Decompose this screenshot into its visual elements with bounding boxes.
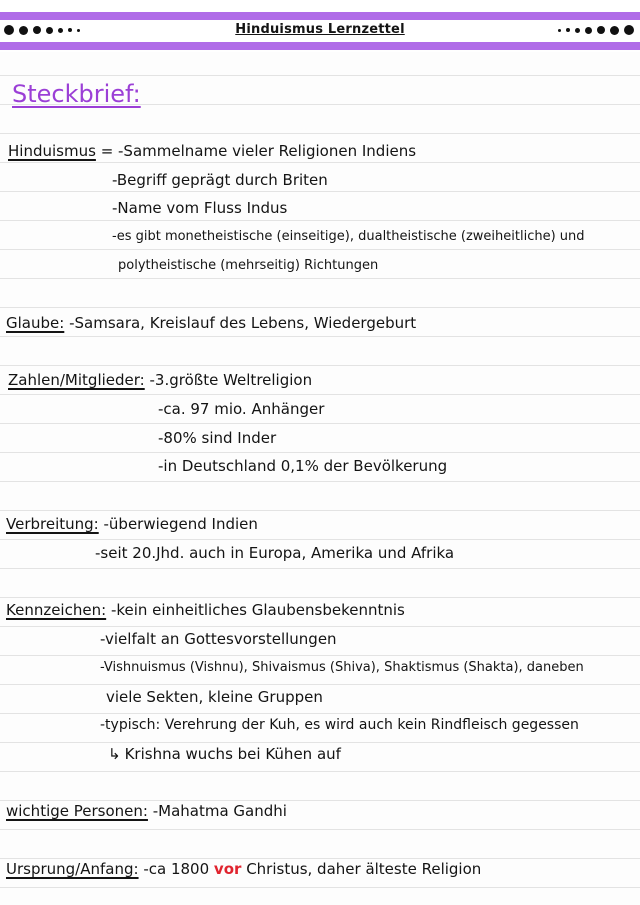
glaube-label: Glaube:	[6, 314, 65, 332]
verbreitung-line: -überwiegend Indien	[103, 515, 258, 533]
hinduismus-line: -Name vom Fluss Indus	[112, 199, 288, 217]
zahlen-line: -3.größte Weltreligion	[149, 371, 313, 389]
header-bottom-bar	[0, 42, 640, 50]
glaube-row	[6, 314, 416, 332]
zahlen-label: Zahlen/Mitglieder:	[8, 371, 145, 389]
kennzeichen-line: -vielfalt an Gottesvorstellungen	[100, 630, 337, 648]
zahlen-row	[8, 371, 312, 389]
steckbrief-heading: Steckbrief:	[12, 80, 141, 108]
ursprung-row	[6, 860, 481, 878]
hinduismus-label: Hinduismus	[8, 142, 96, 160]
ursprung-label: Ursprung/Anfang:	[6, 860, 139, 878]
verbreitung-label: Verbreitung:	[6, 515, 99, 533]
dot	[585, 27, 592, 34]
dot	[624, 25, 634, 35]
header-top-bar	[0, 12, 640, 20]
kennzeichen-line: Krishna wuchs bei Kühen auf	[124, 745, 341, 763]
kennzeichen-line: -Vishnuismus (Vishnu), Shivaismus (Shiva), Shaktismus (Shakta), daneben	[100, 660, 584, 675]
hinduismus-line: polytheistische (mehrseitig) Richtungen	[118, 258, 379, 273]
zahlen-line: -80% sind Inder	[158, 429, 277, 447]
verbreitung-row	[6, 515, 258, 533]
glaube-line: -Samsara, Kreislauf des Lebens, Wiedergeburt	[69, 314, 417, 332]
kennzeichen-line: viele Sekten, kleine Gruppen	[106, 688, 323, 706]
zahlen-line: -in Deutschland 0,1% der Bevölkerung	[158, 457, 448, 475]
kennzeichen-line: -typisch: Verehrung der Kuh, es wird auch kein Rindfleisch gegessen	[100, 717, 579, 733]
dot	[597, 26, 605, 34]
hinduismus-line: -es gibt monetheistische (einseitige), dualtheistische (zweiheitliche) und	[112, 229, 585, 244]
personen-row	[6, 802, 287, 820]
page-title: Hinduismus Lernzettel	[235, 22, 405, 37]
zahlen-line: -ca. 97 mio. Anhänger	[158, 400, 325, 418]
dot	[610, 26, 619, 35]
verbreitung-line: -seit 20.Jhd. auch in Europa, Amerika und Afrika	[95, 544, 455, 562]
ursprung-suffix: Christus, daher älteste Religion	[246, 860, 482, 878]
header-dots-right	[558, 25, 634, 35]
kennzeichen-sub-row	[108, 745, 341, 763]
ursprung-prefix: -ca 1800	[143, 860, 210, 878]
hinduismus-line: -Begriff geprägt durch Briten	[112, 171, 328, 189]
ursprung-highlight: vor	[213, 860, 242, 878]
personen-label: wichtige Personen:	[6, 802, 148, 820]
dot	[575, 28, 580, 33]
arrow-icon: ↳	[108, 745, 121, 763]
kennzeichen-line: -kein einheitliches Glaubensbekenntnis	[110, 601, 405, 619]
personen-line: -Mahatma Gandhi	[152, 802, 287, 820]
kennzeichen-label: Kennzeichen:	[6, 601, 107, 619]
dot	[558, 29, 561, 32]
dot	[566, 28, 570, 32]
hinduismus-row	[8, 142, 416, 160]
hinduismus-line: = -Sammelname vieler Religionen Indiens	[100, 142, 417, 160]
kennzeichen-row	[6, 601, 405, 619]
